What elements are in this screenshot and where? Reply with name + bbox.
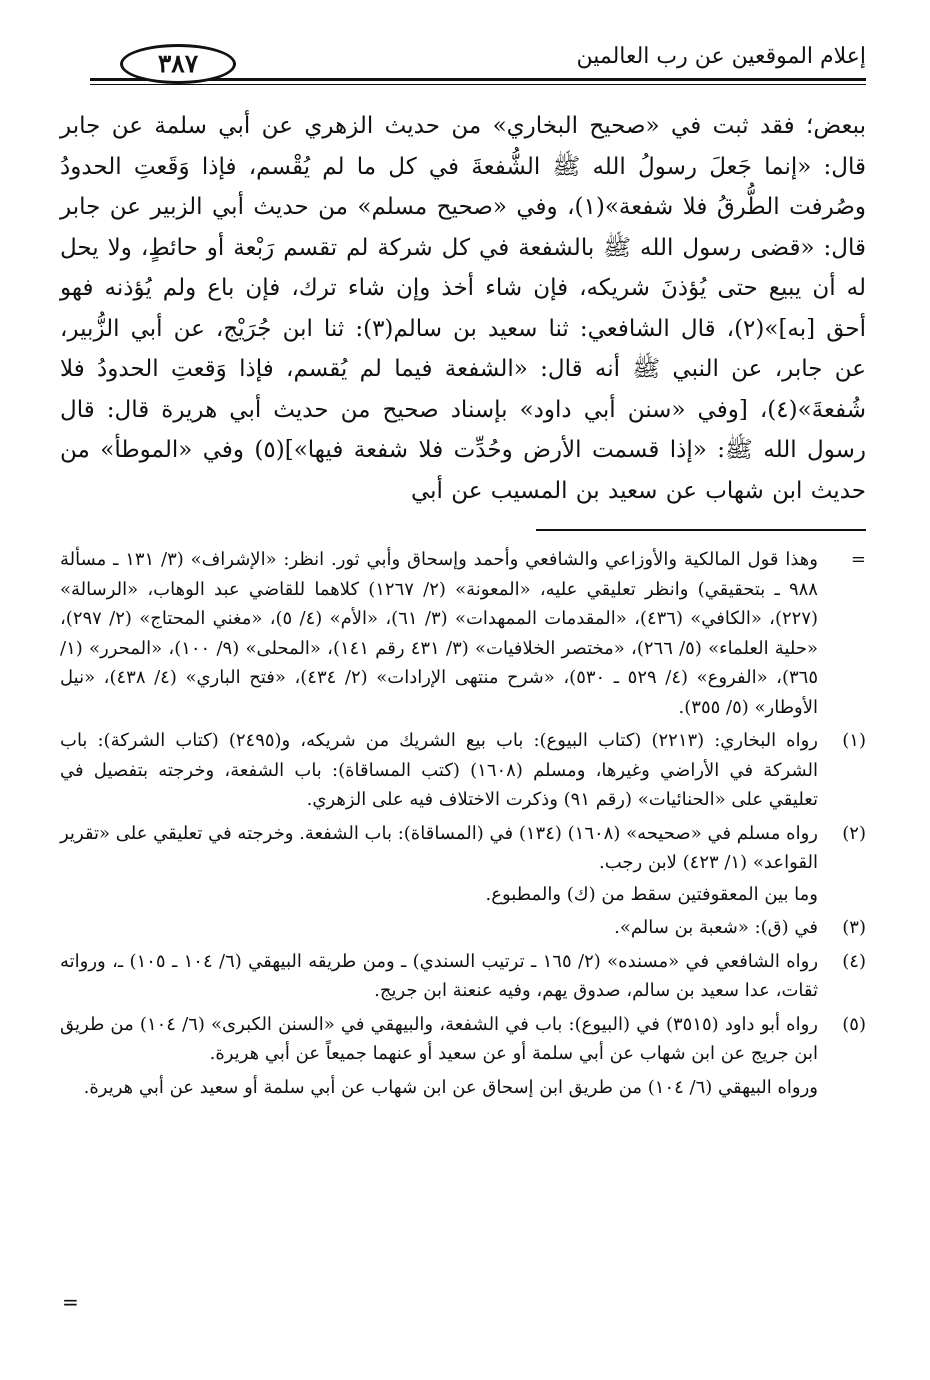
footnote-text: وهذا قول المالكية والأوزاعي والشافعي وأحمد وإسحاق وأبي ثور. انظر: «الإشراف» (٣/ ١٣١ ـ مسألة ٩٨٨ ـ بتحقيقي) وانظر تعليقي عليه، «المعونة» (٢/ ١٢٦٧) كلاهما للقاضي عبد الوهاب، «الرسالة» (٢٢٧)، «الكافي» (٤٣٦)، «المقدمات الممهدات» (٣/ ٦١)، «الأم» (٤/ ٥)، «مغني المحتاج» (٢/ ٢٩٧)، «حلية العلماء» (٥/ ٢٦٦)، «مختصر الخلافيات» (٣/ ٤٣١ رقم ١٤١)، «المحلى» (٩/ ١٠٠)، «المحرر» (١/ ٣٦٥)، «الفروع» (٤/ ٥٢٩ ـ ٥٣٠)، «شرح منتهى الإرادات» (٢/ ٤٣٤)، «فتح الباري» (٤/ ٤٣٨)، «نيل الأوطار» (٥/ ٣٥٥). <box>60 549 819 718</box>
footnote-number: (٤) <box>842 950 866 972</box>
footnote-number: (٢) <box>842 822 866 844</box>
footnote-number: (١) <box>842 730 866 751</box>
main-paragraph: ببعض؛ فقد ثبت في «صحيح البخاري» من حديث الزهري عن أبي سلمة عن جابر قال: «إنما جَعلَ رسولُ الله ﷺ الشُّفعةَ في كل ما لم يُقْسم، فإذا وَقَعتِ الحدودُ وصُرفت الطُّرقُ فلا شفعة»(١)، وفي «صحيح مسلم» من حديث أبي الزبير عن جابر قال: «قضى رسول الله ﷺ بالشفعة في كل شركة لم تقسم رَبْعة أو حائطٍ، ولا يحل له أن يبيع حتى يُؤذنَ شريكه، فإن شاء أخذ وإن شاء ترك، فإن باع ولم يُؤذنه فهو أحق [به]»(٢)، قال الشافعي: ثنا سعيد بن سالم(٣): ثنا ابن جُرَيْج، عن أبي الزُّبير، عن جابر، عن النبي ﷺ أنه قال: «الشفعة فيما لم يُقسم، فإذا وَقعتِ الحدودُ فلا شُفعةَ»(٤)، [وفي «سنن أبي داود» بإسناد صحيح من حديث أبي هريرة قال: قال رسول الله ﷺ: «إذا قسمت الأرض وحُدِّت فلا شفعة فيها»](٥) وفي «الموطأ» من حديث ابن شهاب عن سعيد بن المسيب عن أبي <box>60 113 866 504</box>
header-rule-thin <box>90 84 866 85</box>
footnotes <box>60 545 866 1102</box>
footnote-2 <box>60 819 866 910</box>
footnote-body <box>60 819 818 910</box>
footnote-continuation <box>60 545 866 722</box>
footnote-note: وما بين المعقوفتين سقط من (ك) والمطبوع. <box>485 883 818 905</box>
footnote-4 <box>60 947 866 1006</box>
footnote-text: رواه الشافعي في «مسنده» (٢/ ١٦٥ ـ ترتيب السندي) ـ ومن طريقه البيهقي (٦/ ١٠٤ ـ ١٠٥) ـ، ورواته ثقات، عدا سعيد بن سالم، صدوق يهم، وفيه عنعنة ابن جريج. <box>60 950 819 1001</box>
main-text <box>60 106 866 511</box>
page-number: ٣٨٧ <box>120 44 236 84</box>
footnote-5 <box>60 1010 866 1069</box>
footnote-text: رواه البخاري: (٢٢١٣) (كتاب البيوع): باب بيع الشريك من شريكه، و(٢٤٩٥) (كتاب الشركة): باب الشركة في الأراضي وغيرها، ومسلم (١٦٠٨) (كتب المساقاة): باب الشفعة، وخرجته بتفصيل في تعليقي على «الحنائيات» (رقم ٩١) وذكرت الاختلاف فيه على الزهري. <box>60 730 818 810</box>
footnote-number: (٥) <box>842 1013 866 1035</box>
footnote-text: في (ق): «شعبة بن سالم». <box>614 917 818 938</box>
page <box>60 34 866 1106</box>
footnote-text: رواه أبو داود (٣٥١٥) في (البيوع): باب في الشفعة، والبيهقي في «السنن الكبرى» (٦/ ١٠٤) من طريق ابن جريج عن ابن شهاب عن أبي سلمة أو عن سعيد أو عنهما جميعاً عن أبي هريرة. <box>60 1013 818 1064</box>
footnote-trailing: ورواه البيهقي (٦/ ١٠٤) من طريق ابن إسحاق عن ابن شهاب عن أبي سلمة أو سعيد عن أبي هريرة. <box>83 1076 818 1098</box>
footnote-3 <box>60 913 866 943</box>
footnote-text: رواه مسلم في «صحيحه» (١٦٠٨) (١٣٤) في (المساقاة): باب الشفعة. وخرجته في تعليقي على «تقرير القواعد» (١/ ٤٢٣) لابن رجب. <box>60 822 818 873</box>
book-title: إعلام الموقعين عن رب العالمين <box>576 44 866 69</box>
continuation-marker: = <box>850 549 866 570</box>
footnote-separator <box>536 529 866 531</box>
footnote-1 <box>60 726 866 815</box>
footnote-number: (٣) <box>842 917 866 938</box>
running-header <box>60 34 866 90</box>
continuation-end-marker: = <box>62 1290 79 1314</box>
